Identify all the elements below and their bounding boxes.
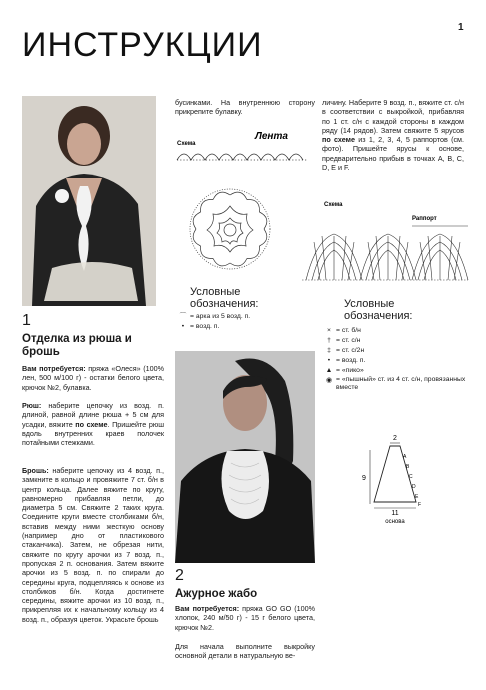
arch-icon: ⌒ [179,313,187,320]
pattern-side-value: 9 [362,475,366,482]
chain-dot-icon: • [181,323,185,330]
diagram-2 [300,196,470,295]
pattern-bottom-label: основа [385,519,405,524]
brooch-arch [193,212,200,229]
pattern-top-value: 2 [393,435,397,442]
jabot-fan-pattern [302,234,468,280]
svg-text:D: D [412,484,416,490]
legend-2-item-dc: † = ст. с/н [322,336,468,346]
legend-1-item-arch: ⌒ = арка из 5 возд. п. [176,312,250,322]
puff-icon: ◉ [326,377,332,384]
brooch-arch [230,192,247,199]
section-2-title: Ажурное жабо [175,588,258,600]
brooch-arch [247,200,259,212]
legend-2 [322,326,468,392]
scheme-label-2: Схема [324,202,343,208]
section-1-materials [22,364,164,392]
rapport-label: Раппорт [412,216,437,222]
ribbon-arches [177,154,307,160]
section-1-brooch [22,466,164,624]
brooch-flower-diagram [190,189,270,269]
brooch-label: Брошь: [22,466,49,475]
svg-text:Е: Е [415,494,419,500]
cross-icon: × [327,327,331,334]
section-2-scheme-ref: по схеме [322,135,355,145]
svg-text:В: В [406,464,410,470]
pattern-bottom-value: 11 [391,510,399,517]
brooch-arch [259,212,266,229]
tc-icon: ‡ [327,347,331,354]
materials-text-2: пряжа GO GO (100% хлопок, 240 м/50 г) - 15 г белого цвета, крючок №2. [175,604,316,632]
brooch-arch [230,258,247,265]
legend-2-item-tc: ‡ = ст. с/2н [322,346,468,356]
scheme-label: Схема [177,141,196,147]
pattern-points [403,454,421,508]
ruche-scheme-ref: по схеме [75,419,108,429]
section-2-materials [175,604,315,632]
legend-1-item-chain: • = возд. п. [176,322,250,332]
legend-1-title: Условные обозначения: [190,286,259,310]
diagram-1 [175,126,317,303]
brooch-arch [201,200,213,212]
dot-icon: • [327,357,331,364]
legend-2-item-chain: • = возд. п. [322,356,468,366]
svg-text:А: А [403,454,407,460]
dc-icon: † [327,337,331,344]
legend-2-item-picot: ▲ = «пико» [322,366,468,376]
section-1-brooch-end: бусинками. На внутреннюю сторону прикрепите булавку. [175,98,315,117]
materials-label-2: Вам потребуется: [175,604,240,613]
page-number: 1 [458,22,464,33]
ruche-text-a: наберите цепочку из возд. п. длиной, равной длине рюша + 5 см для усадки, вяжите [22,401,165,429]
section-1-title: Отделка из рюша и брошь [22,333,132,358]
brooch-arch [193,229,200,246]
section-2-number: 2 [175,567,184,584]
legend-2-item-sc: × = ст. б/н [322,326,468,336]
section-1-number: 1 [22,312,31,329]
ruche-label: Рюш: [22,401,42,410]
brooch-text: наберите цепочку из 4 возд. п., замкните в кольцо и провяжите 7 ст. б/н в центр кольца. Далее вяжите по кругу, равномерно прибавляя петли, до диаметра 5 см. Свяжите 2 таких круга. Соедините круги вместе столбиками б/н, вставив между ними жесткую основу (например дно от пластикового стаканчика). Затем, не обрезая нити, свяжите по кругу арочки из 7 возд. п., пропуская 2 п. основания. Затем вяжите арочки из 5 возд. п. по спирали до середины круга, подцепляясь к основе из столбиков б/н. Когда достигнете середины, вяжите арочки из 10 возд. п., прикрепляя их к начальному кольцу из 4 возд. п., образуя цветок. Украсьте брошь [22,466,164,624]
picot-icon: ▲ [325,367,333,374]
brooch-arch [259,229,266,246]
page-title: ИНСТРУКЦИИ [22,26,263,64]
photo-lace-jabot [175,351,315,563]
ribbon-label: Лента [255,131,288,142]
brooch-arch [247,246,259,258]
legend-1 [176,312,250,332]
brooch-arch [213,258,230,265]
pattern-diagram [360,432,430,529]
section-1-ruche [22,401,164,447]
materials-label: Вам потребуется: [22,364,86,373]
materials-text: пряжа «Олеся» (100% лен, 500 м/100 г) - остатки белого цвета, крючок №2, булавка. [22,364,164,392]
legend-2-item-puff: ◉ = «пышный» ст. из 4 ст. с/н, провязанных вместе [322,376,468,392]
svg-text:F: F [418,502,422,508]
ruche-text-b: . Пришейте рюш вдоль внутренних краев полочек потайными стежками. [22,419,164,448]
legend-2-title: Условные обозначения: [344,298,413,322]
brooch-arch [213,192,230,199]
brooch-arch [201,246,213,258]
svg-text:С: С [409,474,413,480]
photo-ruche-blouse [22,96,156,306]
section-2-start: Для начала выполните выкройку основной детали в натуральную ве- [175,642,315,661]
section-2-instructions: личину. Наберите 9 возд. п., вяжите ст. с/н в соответствии с выкройкой, прибавляя по 1 ст. с/н с каждой стороны в каждом ряду (14 рядов). Затем свяжите 5 ярусов по схеме из 1, 2, 3, 4, 5 раппортов (см. фото). Пришейте ярусы к основе, предварительно прибыв в точках А, В, С, D, Е и F. [322,98,464,173]
